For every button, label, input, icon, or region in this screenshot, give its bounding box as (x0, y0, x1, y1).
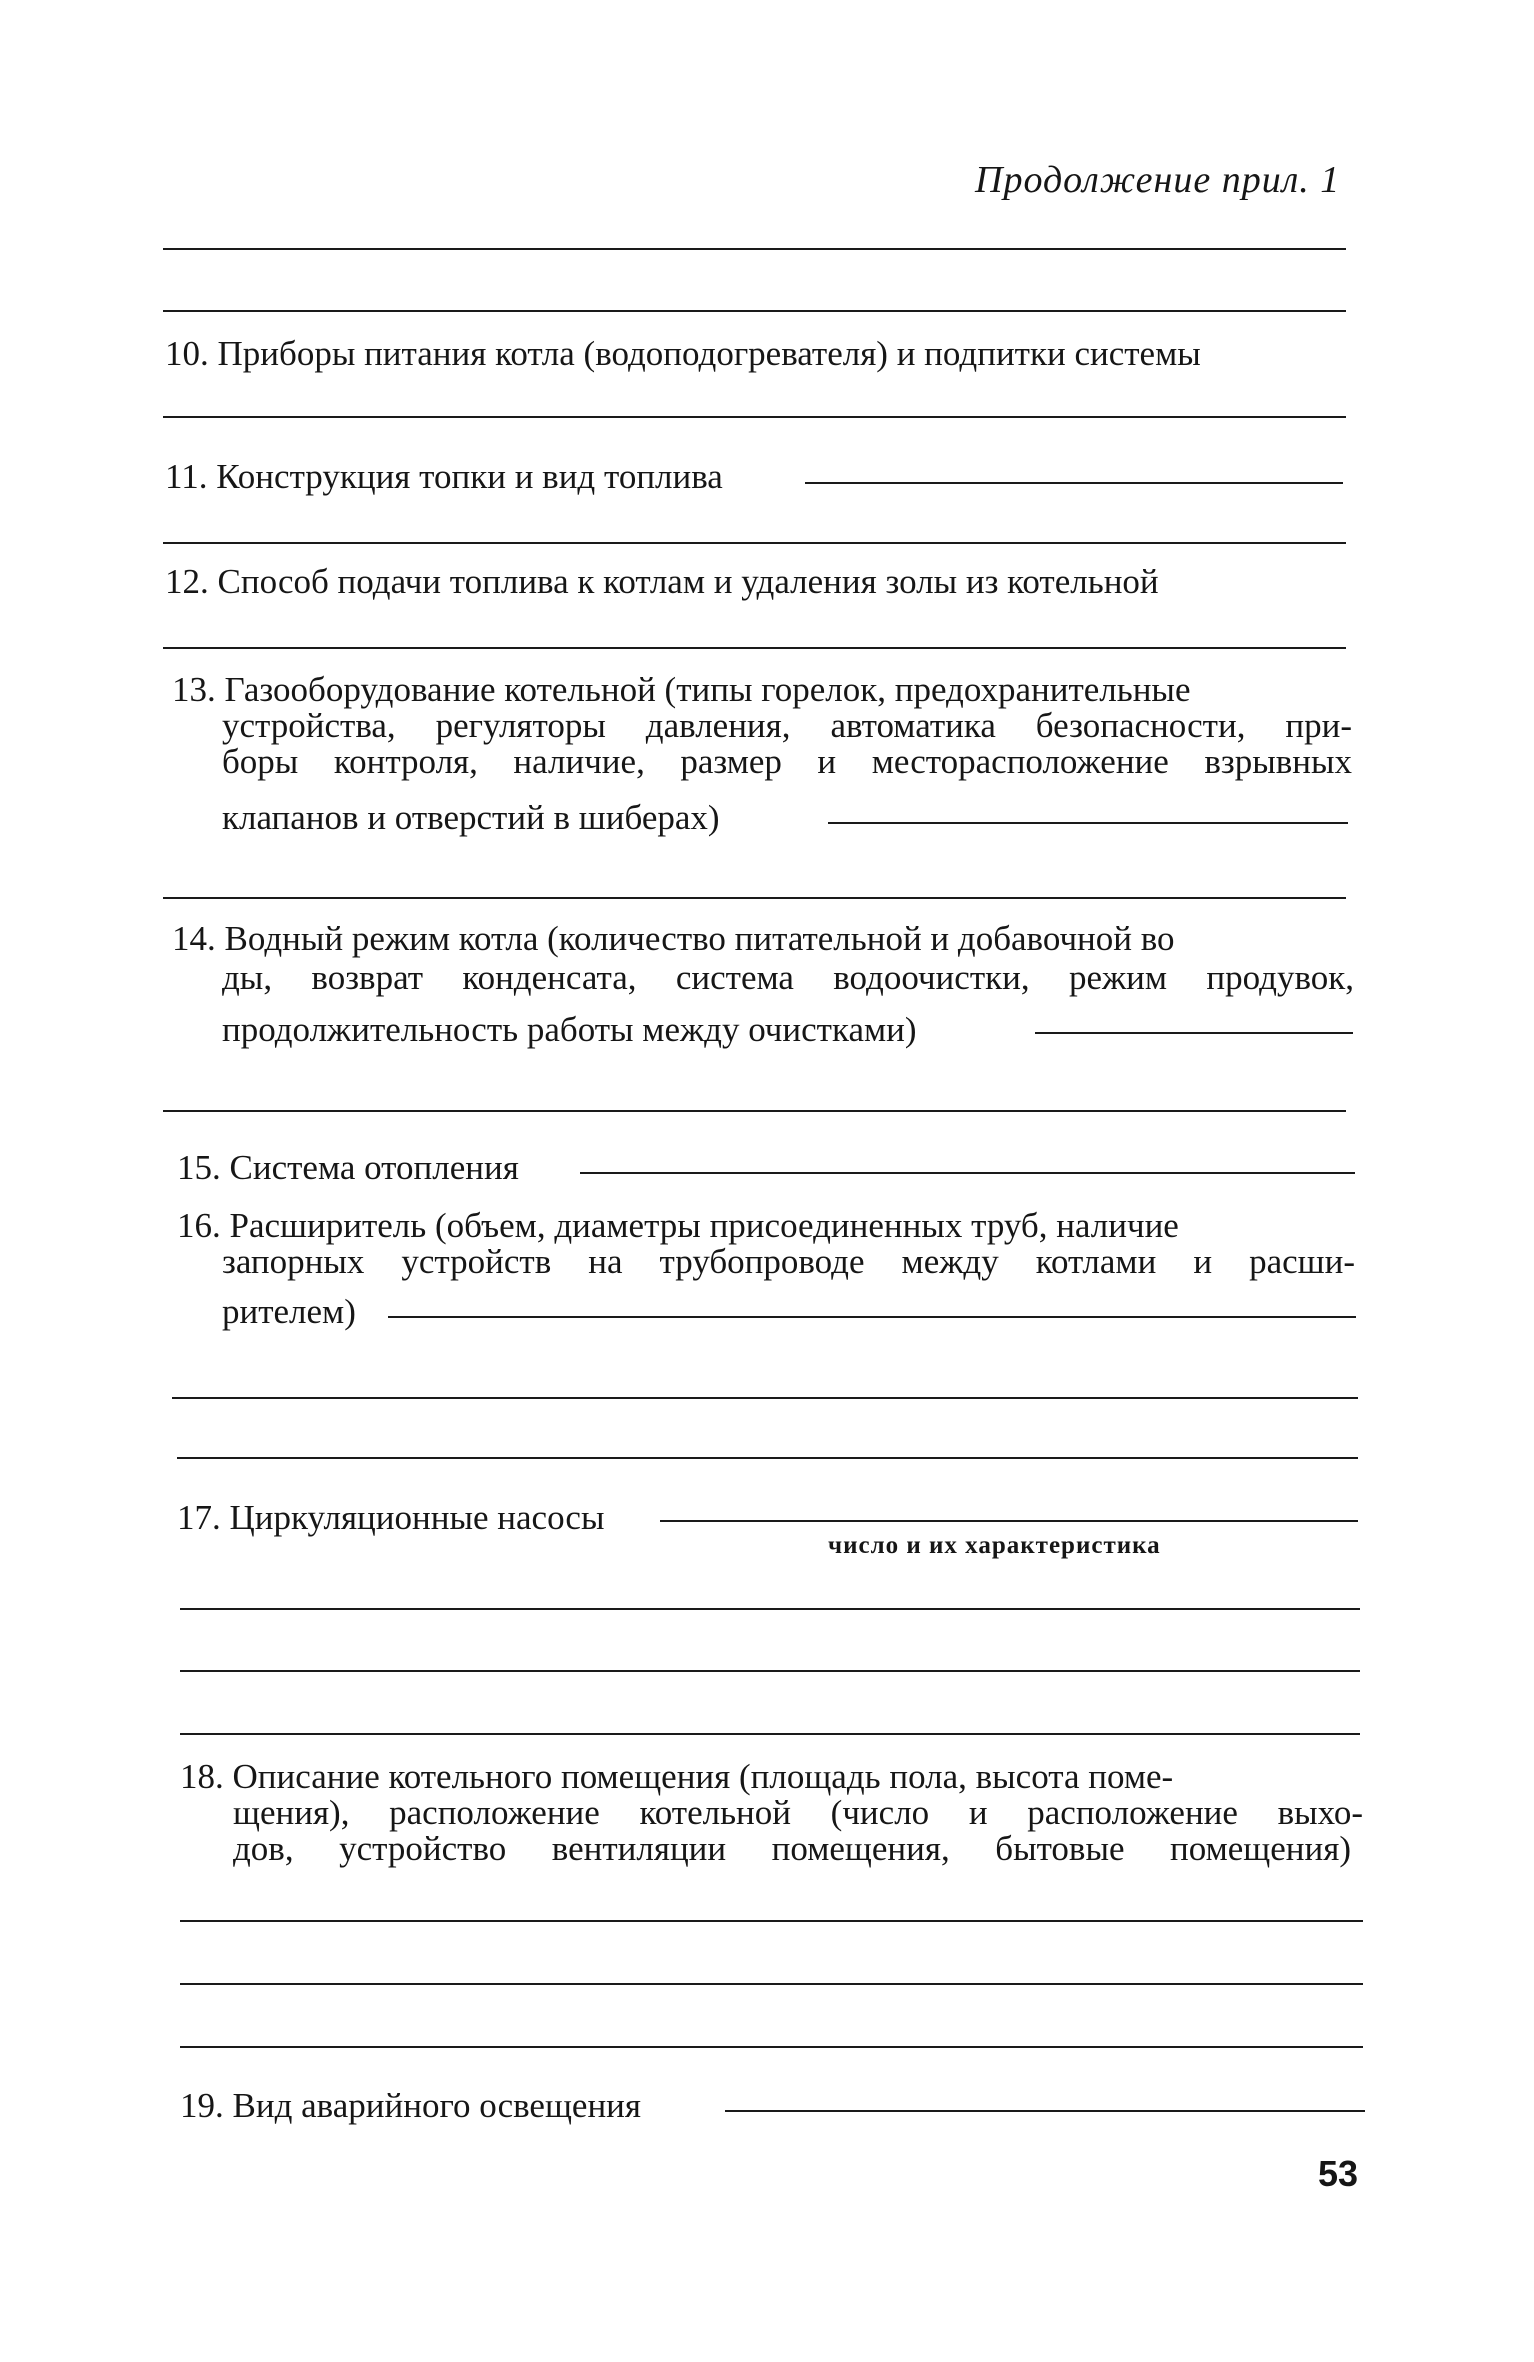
blank-line (163, 542, 1346, 544)
item-13-line-2: устройства, регуляторы давления, автоматика безопасности, при- (222, 706, 1352, 745)
item-11-fill-line (805, 482, 1343, 484)
item-13-line-4: клапанов и отверстий в шиберах) (222, 798, 720, 837)
item-16-line-2: запорных устройств на трубопроводе между котлами и расши- (222, 1242, 1355, 1281)
blank-line (180, 1608, 1360, 1610)
item-18-line-3: дов, устройство вентиляции помещения, бытовые помещения) (233, 1829, 1351, 1868)
item-17-text: 17. Циркуляционные насосы (177, 1498, 605, 1537)
blank-line (180, 1920, 1363, 1922)
blank-line (163, 647, 1346, 649)
item-10-text: 10. Приборы питания котла (водоподогревателя) и подпитки системы (165, 334, 1201, 373)
item-14-line-3: продолжительность работы между очистками) (222, 1010, 917, 1049)
item-19-fill-line (725, 2110, 1365, 2112)
item-16-line-1: 16. Расширитель (объем, диаметры присоединенных труб, наличие (177, 1206, 1179, 1245)
blank-line (163, 416, 1346, 418)
blank-line (163, 248, 1346, 250)
item-13-line-1: 13. Газооборудование котельной (типы горелок, предохранительные (172, 670, 1191, 709)
item-17-caption: число и их характеристика (828, 1532, 1161, 1559)
page-number: 53 (1318, 2153, 1359, 2194)
item-19-text: 19. Вид аварийного освещения (180, 2086, 641, 2125)
item-14-fill-line (1035, 1032, 1353, 1034)
item-12-text: 12. Способ подачи топлива к котлам и удаления золы из котельной (165, 562, 1159, 601)
item-15-fill-line (580, 1172, 1355, 1174)
blank-line (163, 1110, 1346, 1112)
blank-line (180, 2046, 1363, 2048)
item-14-line-1: 14. Водный режим котла (количество питательной и добавочной во (172, 919, 1175, 958)
item-16-fill-line (388, 1316, 1356, 1318)
blank-line (163, 897, 1346, 899)
item-17-fill-line (660, 1520, 1358, 1522)
blank-line (163, 310, 1346, 312)
item-18-line-2: щения), расположение котельной (число и расположение выхо- (233, 1793, 1363, 1832)
blank-line (180, 1670, 1360, 1672)
item-15-text: 15. Система отопления (177, 1148, 519, 1187)
item-13-fill-line (828, 822, 1348, 824)
item-13-line-3: боры контроля, наличие, размер и месторасположение взрывных (222, 742, 1352, 781)
blank-line (180, 1733, 1360, 1735)
blank-line (180, 1983, 1363, 1985)
continuation-header: Продолжение прил. 1 (975, 159, 1341, 201)
item-18-line-1: 18. Описание котельного помещения (площадь пола, высота поме- (180, 1757, 1174, 1796)
blank-line (172, 1397, 1358, 1399)
blank-line (177, 1457, 1358, 1459)
item-14-line-2: ды, возврат конденсата, система водоочистки, режим продувок, (222, 958, 1354, 997)
item-16-line-3: рителем) (222, 1292, 356, 1331)
item-11-text: 11. Конструкция топки и вид топлива (165, 457, 723, 496)
